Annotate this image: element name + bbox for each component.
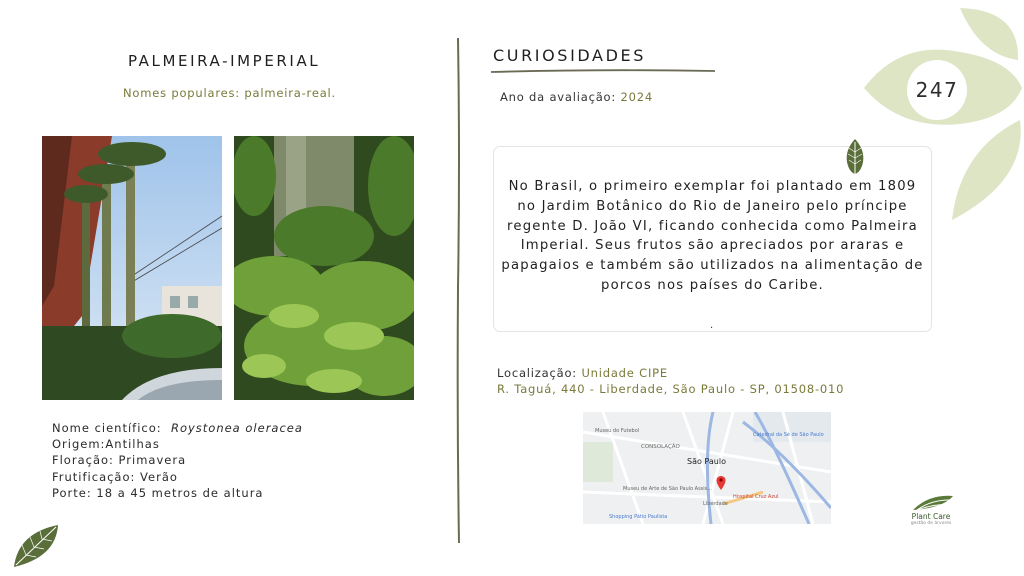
location-unit: Unidade CIPE (581, 366, 668, 380)
location-line (497, 366, 668, 380)
location-address: R. Taguá, 440 - Liberdade, São Paulo - SP, 01508-010 (497, 382, 845, 396)
map-label-liberdade: Liberdade (703, 501, 728, 507)
title-underline (491, 67, 715, 75)
map-label-hospital: Hospital Cruz Azul (733, 494, 779, 500)
map-label-masp: Museu de Arte de São Paulo Assis... (623, 486, 713, 492)
scientific-name-line (52, 420, 303, 436)
curiosity-text: No Brasil, o primeiro exemplar foi plantado em 1809 no Jardim Botânico do Rio de Janeiro pelo príncipe regente D. João VI, ficando conhecida como Palmeira Imperial. Seus frutos são apreciados por araras e papagaios e também são utilizados na alimentação de porcos nos países do Caribe. (501, 179, 924, 293)
evaluation-year-value: 2024 (620, 90, 654, 104)
brand-name: Plant Care (911, 512, 951, 521)
flowering-line: Floração: Primavera (52, 453, 187, 468)
map-label-city: São Paulo (687, 457, 726, 466)
location-map[interactable] (583, 412, 831, 524)
plant-specs (52, 420, 303, 501)
decorative-leaf-icon (12, 523, 60, 569)
ivy-trunk-photo (234, 136, 414, 400)
evaluation-year (500, 90, 653, 104)
brand-tagline: gestão de árvores (910, 521, 952, 526)
location-label: Localização: (497, 366, 577, 380)
plant-number-badge: 247 (915, 78, 959, 102)
origin-line: Origem:Antilhas (52, 437, 160, 452)
scientific-name-label: Nome científico: (52, 421, 162, 435)
size-line: Porte: 18 a 45 metros de altura (52, 485, 264, 500)
map-label-district: CONSOLAÇÃO (641, 444, 680, 450)
leaf-icon (844, 138, 866, 178)
map-label-catedral: Catedral da Sé de São Paulo (753, 432, 824, 438)
curiosities-title: CURIOSIDADES (493, 46, 646, 65)
map-label-museu-futebol: Museu do Futebol (595, 428, 640, 434)
map-label-shopping: Shopping Pátio Paulista (609, 514, 668, 520)
plant-title: PALMEIRA-IMPERIAL (128, 52, 321, 70)
scientific-name-value: Roystonea oleracea (170, 421, 303, 435)
popular-names: Nomes populares: palmeira-real. (123, 86, 336, 100)
fruiting-line: Frutificação: Verão (52, 469, 178, 484)
vertical-divider (455, 38, 463, 543)
evaluation-year-label: Ano da avaliação: (500, 90, 617, 104)
palm-trees-photo (42, 136, 222, 400)
curiosity-trailing-dot: . (710, 320, 714, 331)
